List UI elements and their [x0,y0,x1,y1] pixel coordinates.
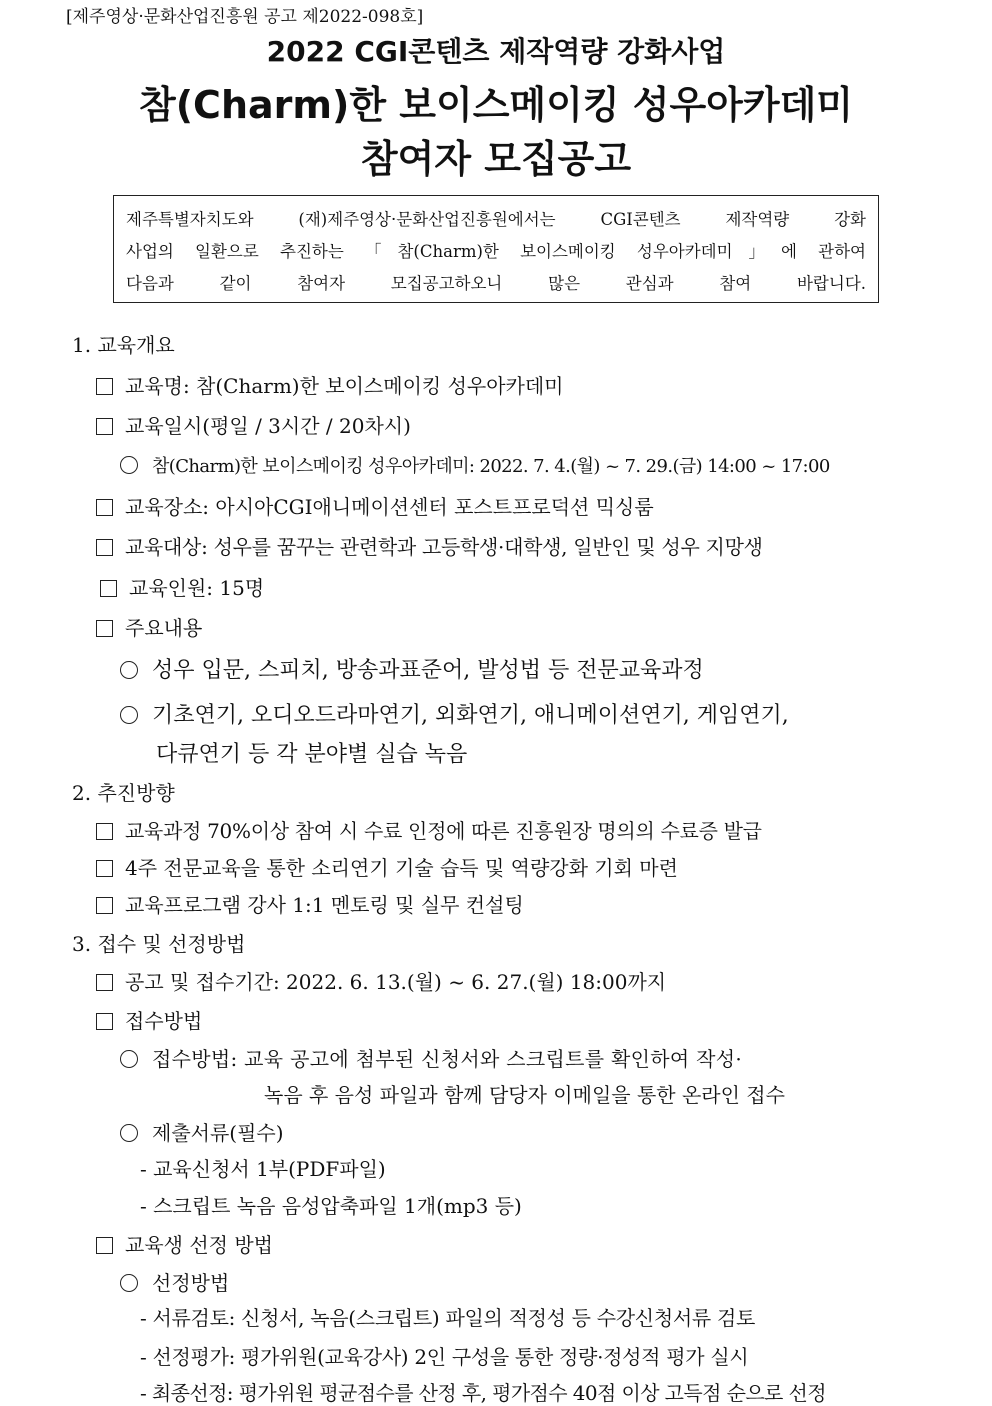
s3-selection-sub: 선정방법 [120,1267,229,1296]
s3-sel-3: - 최종선정: 평가위원 평균점수를 산정 후, 평가점수 40점 이상 고득점 순으로 선정 [140,1381,826,1405]
s1-content-2a: 기초연기, 오디오드라마연기, 외화연기, 애니메이션연기, 게임연기, [120,698,789,729]
intro-box [113,195,879,303]
s3-docs-item: 제출서류(필수) [120,1117,284,1146]
s1-content-2b: 다큐연기 등 각 분야별 실습 녹음 [156,742,468,767]
section-3-heading: 3. 접수 및 선정방법 [72,932,246,956]
checkbox-square-icon [96,860,113,877]
s1-schedule-detail: 참(Charm)한 보이스메이킹 성우아카데미: 2022. 7. 4.(월) ~ 7. 29.(금) 14:00 ~ 17:00 [120,452,830,478]
s3-method-detail-a: 접수방법: 교육 공고에 첨부된 신청서와 스크립트를 확인하여 작성· [120,1043,742,1072]
checkbox-square-icon [96,897,113,914]
circle-bullet-icon [120,661,138,679]
s2-item-1: 교육과정 70%이상 참여 시 수료 인정에 따른 진흥원장 명의의 수료증 발급 [96,815,762,844]
s1-content-1: 성우 입문, 스피치, 방송과표준어, 발성법 등 전문교육과정 [120,653,704,684]
s3-doc-1: - 교육신청서 1부(PDF파일) [140,1157,386,1181]
checkbox-square-icon [96,418,113,435]
title-line-2: 참(Charm)한 보이스메이킹 성우아카데미 [138,83,854,127]
s1-schedule-item: 교육일시(평일 / 3시간 / 20차시) [96,410,411,439]
title-line-1: 2022 CGI콘텐츠 제작역량 강화사업 [266,35,726,68]
s3-method-detail-b: 녹음 후 음성 파일과 함께 담당자 이메일을 통한 온라인 접수 [264,1083,785,1107]
circle-bullet-icon [120,1274,138,1292]
checkbox-square-icon [96,974,113,991]
circle-bullet-icon [120,706,138,724]
intro-line-1: 제주특별자치도와 (재)제주영상·문화산업진흥원에서는 CGI콘텐츠 제작역량 강화 [126,210,866,229]
s1-target-item: 교육대상: 성우를 꿈꾸는 관련학과 고등학생·대학생, 일반인 및 성우 지망생 [96,531,763,560]
s3-period-item: 공고 및 접수기간: 2022. 6. 13.(월) ~ 6. 27.(월) 18:00까지 [96,966,666,995]
circle-bullet-icon [120,1124,138,1142]
s1-headcount-item: 교육인원: 15명 [100,572,264,601]
checkbox-square-icon [96,620,113,637]
notice-number: [제주영상·문화산업진흥원 공고 제2022-098호] [66,7,424,27]
s3-doc-2: - 스크립트 녹음 음성압축파일 1개(mp3 등) [140,1194,522,1218]
intro-line-2: 사업의 일환으로 추진하는 「참(Charm)한 보이스메이킹 성우아카데미」에 관하여 [126,242,866,261]
circle-bullet-icon [120,1050,138,1068]
checkbox-square-icon [96,539,113,556]
s2-item-3: 교육프로그램 강사 1:1 멘토링 및 실무 컨설팅 [96,889,524,918]
s3-sel-2: - 선정평가: 평가위원(교육강사) 2인 구성을 통한 정량·정성적 평가 실시 [140,1345,749,1369]
s3-method-item: 접수방법 [96,1005,202,1034]
title-line-3: 참여자 모집공고 [360,137,632,181]
checkbox-square-icon [96,378,113,395]
s2-item-2: 4주 전문교육을 통한 소리연기 기술 습득 및 역량강화 기회 마련 [96,852,678,881]
section-1-heading: 1. 교육개요 [72,333,175,357]
checkbox-square-icon [100,580,117,597]
s3-selection-item: 교육생 선정 방법 [96,1229,273,1258]
circle-bullet-icon [120,456,138,474]
section-2-heading: 2. 추진방향 [72,781,175,805]
s1-content-item: 주요내용 [96,612,202,641]
checkbox-square-icon [96,823,113,840]
checkbox-square-icon [96,1013,113,1030]
s1-place-item: 교육장소: 아시아CGI애니메이션센터 포스트프로덕션 믹싱룸 [96,491,654,520]
s3-sel-1: - 서류검토: 신청서, 녹음(스크립트) 파일의 적정성 등 수강신청서류 검토 [140,1306,755,1330]
s1-name-item: 교육명: 참(Charm)한 보이스메이킹 성우아카데미 [96,370,564,399]
intro-line-3: 다음과 같이 참여자 모집공고하오니 많은 관심과 참여 바랍니다. [126,274,866,293]
checkbox-square-icon [96,1237,113,1254]
checkbox-square-icon [96,499,113,516]
